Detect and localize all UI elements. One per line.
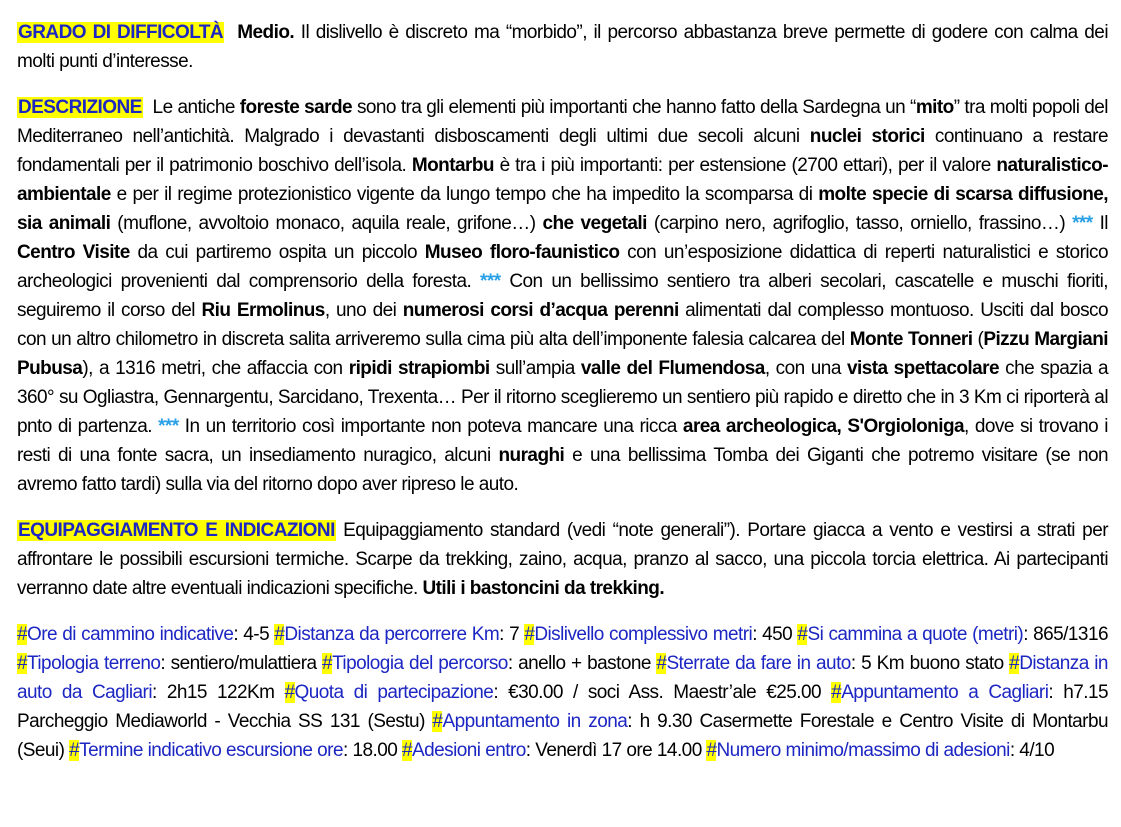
description-bold-text: che vegetali (542, 213, 647, 234)
description-text: , con una (764, 358, 847, 379)
info-value: : 7 (499, 624, 525, 645)
description-text: Le antiche (152, 97, 240, 118)
hash-marker: # (17, 653, 28, 674)
info-label: Quota di partecipazione (294, 682, 494, 703)
description-text: che spazia a 360° su Ogliastra, Gennargentu, Sarcidano, Trexenta… Per il ritorno sceglieremo un sentiero più rapido e diretto che in 3 Km ci riporterà al pnto di partenza. (17, 358, 1109, 437)
difficulty-heading: GRADO DI DIFFICOLTÀ (18, 22, 224, 43)
difficulty-text: Il dislivello è discreto ma “morbido”, il percorso abbastanza breve permette di godere con calma dei molti punti d’interesse. (17, 22, 1108, 72)
info-label: Tipologia del percorso (332, 653, 508, 674)
info-label: Dislivello complessivo metri (534, 624, 753, 645)
description-text: e una bellissima Tomba dei Giganti che potremo visitare (se non avremo fatto tardi) sulla via del ritorno dopo aver ripreso le auto. (17, 445, 1108, 495)
info-label: Appuntamento in zona (442, 711, 628, 732)
description-text: , dove si trovano i resti di una fonte sacra, un insediamento nuragico, alcuni (17, 416, 1108, 466)
info-value: : 18.00 (342, 740, 402, 761)
hash-marker: # (1009, 653, 1020, 674)
section-separator-stars: *** (1072, 213, 1093, 234)
description-text: ” tra molti popoli del Mediterraneo nell’antichità. Malgrado i devastanti disboscamenti degli ultimi due secoli alcuni (17, 97, 1108, 147)
info-paragraph (17, 620, 1108, 765)
section-separator-stars: *** (158, 416, 179, 437)
info-value: : €30.00 / soci Ass. Maestr’ale €25.00 (493, 682, 832, 703)
description-text: In un territorio così importante non poteva mancare una ricca (178, 416, 683, 437)
description-bold-text: area archeologica, S'Orgioloniga (682, 416, 965, 437)
description-bold-text: nuraghi (498, 445, 565, 466)
info-label: Sterrate da fare in auto (666, 653, 851, 674)
info-value: : 5 Km buono stato (850, 653, 1010, 674)
description-bold-text: molte specie di scarsa diffusione, sia animali (17, 184, 1109, 234)
description-text: (muflone, avvoltoio monaco, aquila reale, grifone…) (110, 213, 543, 234)
info-value: : 450 (752, 624, 798, 645)
hash-marker: # (284, 682, 295, 703)
spacer (17, 499, 1108, 516)
spacer (17, 603, 1108, 620)
info-label: Termine indicativo escursione ore (79, 740, 343, 761)
description-bold-text: valle del Flumendosa (580, 358, 765, 379)
hash-marker: # (797, 624, 808, 645)
info-label: Distanza da percorrere Km (284, 624, 500, 645)
description-bold-text: nuclei storici (809, 126, 925, 147)
info-value: : 4/10 (1009, 740, 1055, 761)
info-label: Ore di cammino indicative (27, 624, 234, 645)
description-text: alimentati dal complesso montuoso. Usciti dal bosco con un altro chilometro in discreta salita arriveremo sulla cima più alta dell’imponente falesia calcarea del (17, 300, 1108, 350)
description-bold-text: naturalistico-ambientale (17, 155, 1108, 205)
description-bold-text: mito (915, 97, 954, 118)
info-label: Appuntamento a Cagliari (841, 682, 1049, 703)
description-bold-text: numerosi corsi d’acqua perenni (402, 300, 679, 321)
description-text: ), a 1316 metri, che affaccia con (82, 358, 349, 379)
description-text: e per il regime protezionistico vigente da lungo tempo che ha impedito la scomparsa di (110, 184, 819, 205)
description-text: , uno dei (324, 300, 403, 321)
description-bold-text: Museo floro-faunistico (424, 242, 620, 263)
equipment-heading: EQUIPAGGIAMENTO E INDICAZIONI (18, 520, 335, 541)
description-bold-text: vista spettacolare (846, 358, 1000, 379)
info-label: Numero minimo/massimo di adesioni (716, 740, 1010, 761)
info-value: : 865/1316 (1023, 624, 1108, 645)
description-text: Il (1092, 213, 1108, 234)
description-bold-text: Pizzu Margiani Pubusa (17, 329, 1108, 379)
difficulty-level: Medio. (237, 22, 295, 43)
hash-marker: # (401, 740, 412, 761)
hash-marker: # (69, 740, 80, 761)
info-value: : h7.15 Parcheggio Mediaworld - Vecchia SS 131 (Sestu) (17, 682, 1109, 732)
info-label: Tipologia terreno (27, 653, 161, 674)
description-text: Con un bellissimo sentiero tra alberi secolari, cascatelle e muschi fioriti, seguiremo il corso del (17, 271, 1108, 321)
hash-marker: # (432, 711, 443, 732)
info-label: Adesioni entro (412, 740, 526, 761)
description-paragraph (17, 93, 1108, 499)
hash-marker: # (17, 624, 28, 645)
hash-marker: # (706, 740, 717, 761)
description-body (17, 97, 1108, 495)
info-value: : anello + bastone (507, 653, 657, 674)
hash-marker: # (831, 682, 842, 703)
description-text: è tra i più importanti: per estensione (2700 ettari), per il valore (493, 155, 997, 176)
description-bold-text: Monte Tonneri (849, 329, 973, 350)
info-value: : h 9.30 Casermette Forestale e Centro Visite di Montarbu (Seui) (17, 711, 1108, 761)
description-bold-text: Montarbu (411, 155, 494, 176)
hash-marker: # (656, 653, 667, 674)
description-text: sono tra gli elementi più importanti che hanno fatto della Sardegna un “ (352, 97, 916, 118)
description-bold-text: foreste sarde (239, 97, 353, 118)
section-separator-stars: *** (480, 271, 501, 292)
hash-marker: # (322, 653, 333, 674)
description-bold-text: Riu Ermolinus (201, 300, 325, 321)
info-value: : sentiero/mulattiera (160, 653, 323, 674)
equipment-bold-tail: Utili i bastoncini da trekking. (422, 578, 665, 599)
difficulty-paragraph (17, 18, 1108, 76)
description-text: ( (972, 329, 984, 350)
equipment-text: Equipaggiamento standard (vedi “note generali”). Portare giacca a vento e vestirsi a strati per affrontare le possibili escursioni termiche. Scarpe da trekking, zaino, acqua, pranzo al sacco, una piccola torcia elettrica. Ai partecipanti verranno date altre eventuali indicazioni specifiche. (17, 520, 1108, 599)
description-text: continuano a restare fondamentali per il patrimonio boschivo dell’isola. (17, 126, 1108, 176)
info-value: : 4-5 (233, 624, 275, 645)
info-label: Si cammina a quote (metri) (807, 624, 1024, 645)
info-value: : Venerdì 17 ore 14.00 (525, 740, 707, 761)
description-text: sull’ampia (489, 358, 581, 379)
description-text: con un’esposizione didattica di reperti naturalistici e storico archeologici provenienti dal comprensorio della foresta. (17, 242, 1108, 292)
hash-marker: # (274, 624, 285, 645)
description-bold-text: ripidi strapiombi (348, 358, 490, 379)
description-bold-text: Centro Visite (17, 242, 130, 263)
description-heading: DESCRIZIONE (18, 97, 142, 118)
info-label: Distanza in auto da Cagliari (17, 653, 1108, 703)
equipment-paragraph (17, 516, 1108, 603)
hash-marker: # (524, 624, 535, 645)
description-text: da cui partiremo ospita un piccolo (129, 242, 425, 263)
info-value: : 2h15 122Km (152, 682, 285, 703)
description-text: (carpino nero, agrifoglio, tasso, orniello, frassino…) (646, 213, 1073, 234)
spacer (17, 76, 1108, 93)
